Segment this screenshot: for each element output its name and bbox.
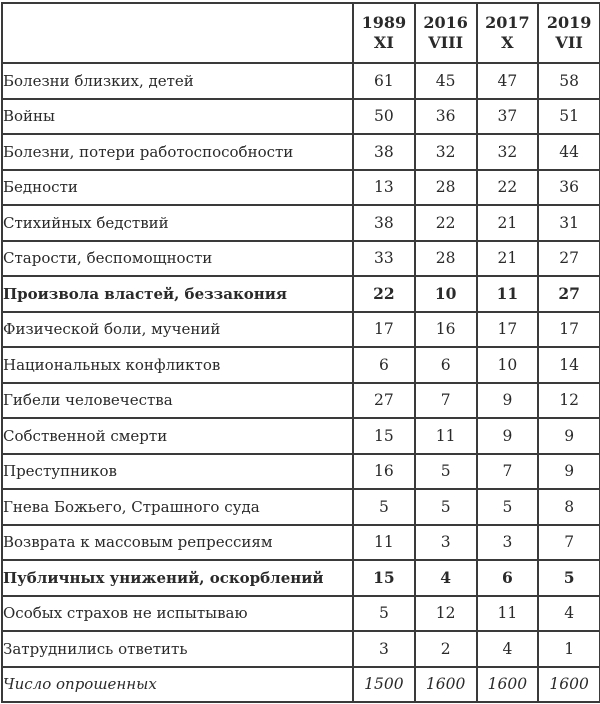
value-cell: 1600 xyxy=(477,667,539,703)
value-cell: 50 xyxy=(353,99,415,135)
table-row xyxy=(2,560,600,596)
table-row xyxy=(2,63,600,99)
value-cell: 21 xyxy=(477,205,539,241)
value-cell: 5 xyxy=(353,596,415,632)
row-label: Болезни близких, детей xyxy=(2,63,353,99)
value-cell: 6 xyxy=(415,347,477,383)
row-label: Затруднились ответить xyxy=(2,631,353,667)
value-cell: 51 xyxy=(538,99,600,135)
value-cell: 9 xyxy=(538,418,600,454)
value-cell: 3 xyxy=(415,525,477,561)
value-cell: 9 xyxy=(477,383,539,419)
corner-cell xyxy=(2,3,353,63)
value-cell: 1 xyxy=(538,631,600,667)
table-row xyxy=(2,170,600,206)
value-cell: 5 xyxy=(477,489,539,525)
value-cell: 9 xyxy=(477,418,539,454)
row-label: Физической боли, мучений xyxy=(2,312,353,348)
header-row xyxy=(2,3,600,63)
value-cell: 5 xyxy=(353,489,415,525)
table-row xyxy=(2,631,600,667)
value-cell: 7 xyxy=(415,383,477,419)
value-cell: 31 xyxy=(538,205,600,241)
value-cell: 3 xyxy=(477,525,539,561)
row-label: Произвола властей, беззакония xyxy=(2,276,353,312)
value-cell: 15 xyxy=(353,418,415,454)
value-cell: 3 xyxy=(353,631,415,667)
value-cell: 10 xyxy=(477,347,539,383)
survey-fears-table xyxy=(1,2,600,703)
value-cell: 16 xyxy=(353,454,415,490)
value-cell: 38 xyxy=(353,205,415,241)
table-row xyxy=(2,596,600,632)
table-row xyxy=(2,99,600,135)
value-cell: 8 xyxy=(538,489,600,525)
value-cell: 10 xyxy=(415,276,477,312)
value-cell: 58 xyxy=(538,63,600,99)
value-cell: 1500 xyxy=(353,667,415,703)
value-cell: 21 xyxy=(477,241,539,277)
row-label: Войны xyxy=(2,99,353,135)
value-cell: 11 xyxy=(353,525,415,561)
value-cell: 36 xyxy=(415,99,477,135)
row-label: Старости, беспомощности xyxy=(2,241,353,277)
value-cell: 32 xyxy=(477,134,539,170)
value-cell: 47 xyxy=(477,63,539,99)
value-cell: 28 xyxy=(415,241,477,277)
footer-row xyxy=(2,667,600,703)
value-cell: 38 xyxy=(353,134,415,170)
value-cell: 6 xyxy=(353,347,415,383)
table-row xyxy=(2,525,600,561)
value-cell: 28 xyxy=(415,170,477,206)
column-header: 2017 X xyxy=(477,3,539,63)
value-cell: 5 xyxy=(415,454,477,490)
value-cell: 5 xyxy=(538,560,600,596)
column-header: 2016 VIII xyxy=(415,3,477,63)
value-cell: 4 xyxy=(477,631,539,667)
row-label: Возврата к массовым репрессиям xyxy=(2,525,353,561)
value-cell: 37 xyxy=(477,99,539,135)
row-label: Число опрошенных xyxy=(2,667,353,703)
row-label: Болезни, потери работоспособности xyxy=(2,134,353,170)
value-cell: 17 xyxy=(477,312,539,348)
value-cell: 11 xyxy=(477,276,539,312)
value-cell: 14 xyxy=(538,347,600,383)
value-cell: 1600 xyxy=(538,667,600,703)
value-cell: 32 xyxy=(415,134,477,170)
value-cell: 12 xyxy=(415,596,477,632)
value-cell: 7 xyxy=(538,525,600,561)
value-cell: 27 xyxy=(538,276,600,312)
value-cell: 17 xyxy=(353,312,415,348)
value-cell: 22 xyxy=(477,170,539,206)
value-cell: 61 xyxy=(353,63,415,99)
value-cell: 4 xyxy=(415,560,477,596)
value-cell: 44 xyxy=(538,134,600,170)
value-cell: 33 xyxy=(353,241,415,277)
value-cell: 16 xyxy=(415,312,477,348)
table-row xyxy=(2,383,600,419)
row-label: Собственной смерти xyxy=(2,418,353,454)
value-cell: 7 xyxy=(477,454,539,490)
value-cell: 11 xyxy=(477,596,539,632)
value-cell: 15 xyxy=(353,560,415,596)
row-label: Особых страхов не испытываю xyxy=(2,596,353,632)
value-cell: 2 xyxy=(415,631,477,667)
value-cell: 36 xyxy=(538,170,600,206)
row-label: Гибели человечества xyxy=(2,383,353,419)
column-header: 1989 XI xyxy=(353,3,415,63)
value-cell: 11 xyxy=(415,418,477,454)
value-cell: 1600 xyxy=(415,667,477,703)
row-label: Национальных конфликтов xyxy=(2,347,353,383)
table-row xyxy=(2,347,600,383)
table-row xyxy=(2,276,600,312)
value-cell: 27 xyxy=(538,241,600,277)
column-header: 2019 VII xyxy=(538,3,600,63)
row-label: Публичных унижений, оскорблений xyxy=(2,560,353,596)
value-cell: 22 xyxy=(415,205,477,241)
row-label: Преступников xyxy=(2,454,353,490)
table-row xyxy=(2,134,600,170)
value-cell: 22 xyxy=(353,276,415,312)
table-row xyxy=(2,489,600,525)
table-row xyxy=(2,454,600,490)
value-cell: 4 xyxy=(538,596,600,632)
table-row xyxy=(2,205,600,241)
value-cell: 5 xyxy=(415,489,477,525)
value-cell: 45 xyxy=(415,63,477,99)
row-label: Бедности xyxy=(2,170,353,206)
value-cell: 6 xyxy=(477,560,539,596)
value-cell: 17 xyxy=(538,312,600,348)
table-row xyxy=(2,312,600,348)
value-cell: 27 xyxy=(353,383,415,419)
table-row xyxy=(2,241,600,277)
value-cell: 9 xyxy=(538,454,600,490)
row-label: Гнева Божьего, Страшного суда xyxy=(2,489,353,525)
value-cell: 12 xyxy=(538,383,600,419)
value-cell: 13 xyxy=(353,170,415,206)
row-label: Стихийных бедствий xyxy=(2,205,353,241)
table-row xyxy=(2,418,600,454)
